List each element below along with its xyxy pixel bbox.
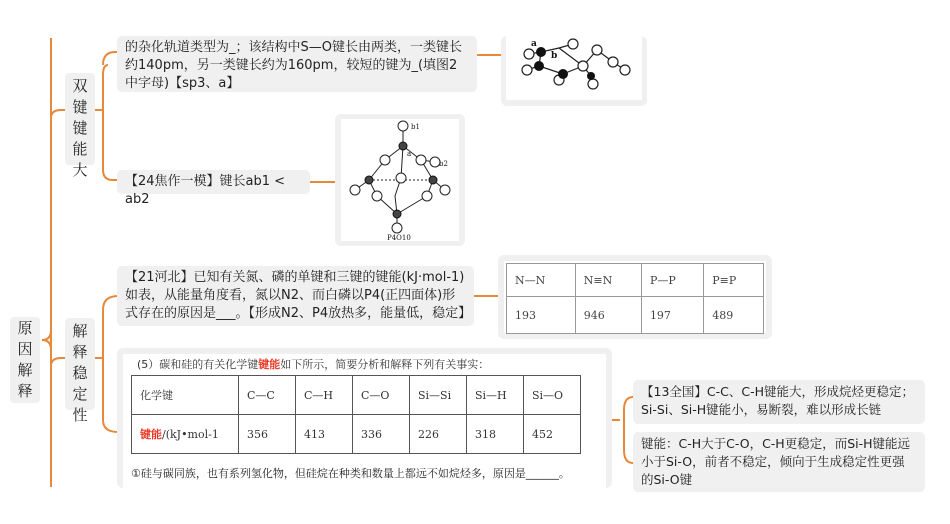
figure-mid-label-b1: b1: [411, 123, 420, 131]
bond-energy-table-panel: [498, 255, 772, 339]
si-c-question-panel: [117, 348, 612, 488]
figure-top-label-a: a: [531, 39, 537, 49]
node-bond-length-compare-text: 【24焦作一模】键长ab1 < ab2: [125, 174, 286, 207]
si-c-bond-table: [131, 375, 581, 454]
si-value-co: 336: [353, 415, 410, 454]
answer-node-2-text: 键能：C-H大于C-O，C-H更稳定，而Si-H键能远小于Si-O，前者不稳定，倾向于生成稳定性更强的Si-O键: [641, 436, 911, 487]
si-value-cc: 356: [239, 415, 296, 454]
node-so-bond-length-text: 的杂化轨道类型为_；该结构中S—O键长由两类，一类键长约140pm，另一类键长约为160pm，较短的键为_(填图2中字母)【sp3、a】: [125, 40, 462, 91]
si-header-sih: Si—H: [467, 376, 524, 415]
branch-double-bond-text: 双键键能大: [72, 77, 88, 179]
si-row-energy-label: [132, 415, 239, 454]
si-header-co: C—O: [353, 376, 410, 415]
bond-value-nn: 193: [507, 297, 576, 334]
figure-mid-label-b2: b2: [439, 160, 448, 168]
si-value-sisi: 226: [410, 415, 467, 454]
node-so-bond-length: [117, 36, 477, 92]
si-header-sio: Si—O: [524, 376, 581, 415]
molecule-figure-p4o10: [335, 114, 465, 246]
si-note-text: ①硅与碳同族，也有系列氢化物，但硅烷在种类和数量上都远不如烷烃多，原因是______。: [131, 467, 570, 480]
node-hebei-question-text: 【21河北】已知有关氮、磷的单键和三键的键能(kJ·mol-1)如表，从能量角度看，氮以N2、而白磷以P4(正四面体)形式存在的原因是___。【形成N2、P4放热多，能量低，稳定】: [125, 270, 472, 321]
si-header-ch: C—H: [296, 376, 353, 415]
molecule-figure-top: [501, 36, 647, 106]
figure-top-label-b: b: [551, 51, 558, 61]
figure-panel-top: [501, 36, 647, 106]
root-label: [10, 317, 40, 403]
answer-node-2: [633, 432, 925, 492]
figure-mid-caption: P4O10: [387, 234, 411, 242]
si-note: [131, 465, 606, 481]
si-value-sio: 452: [524, 415, 581, 454]
si-header-bond: 化学键: [132, 376, 239, 415]
si-header-cc: C—C: [239, 376, 296, 415]
bond-header-ntriple: N≡N: [575, 264, 641, 297]
si-c-question-main: (5）碳和硅的有关化学键键能如下所示，简要分析和解释下列有关事实：: [137, 358, 490, 371]
si-c-question-text: [137, 356, 489, 372]
si-value-sih: 318: [467, 415, 524, 454]
root-label-text: 原因解释: [17, 319, 33, 400]
bond-header-ptriple: P≡P: [704, 264, 764, 297]
si-value-ch: 413: [296, 415, 353, 454]
bond-value-ptriple: 489: [704, 297, 764, 334]
bond-energy-table: [506, 263, 764, 334]
bond-value-pp: 197: [641, 297, 703, 334]
figure-panel-p4o10: [335, 114, 465, 246]
bond-value-ntriple: 946: [575, 297, 641, 334]
answer-node-1-text: 【13全国】C-C、C-H键能大，形成烷烃更稳定；Si-Si、Si-H键能小，易断裂，难以形成长链: [641, 384, 915, 417]
answer-node-1: [633, 380, 925, 424]
branch-double-bond: [65, 73, 95, 179]
node-hebei-question: [117, 266, 474, 326]
node-bond-length-compare: [117, 170, 310, 207]
branch-stability: [65, 318, 95, 424]
bond-header-pp: P—P: [641, 264, 703, 297]
si-energy-label-red: 键能: [140, 428, 162, 441]
figure-mid-label-a: a: [407, 150, 412, 158]
si-question-red-word: 键能: [258, 358, 281, 371]
branch-stability-text: 解释稳定性: [72, 322, 88, 424]
si-header-sisi: Si—Si: [410, 376, 467, 415]
bond-header-nn: N—N: [507, 264, 576, 297]
si-energy-label-unit: /(kJ•mol-1: [162, 428, 219, 441]
